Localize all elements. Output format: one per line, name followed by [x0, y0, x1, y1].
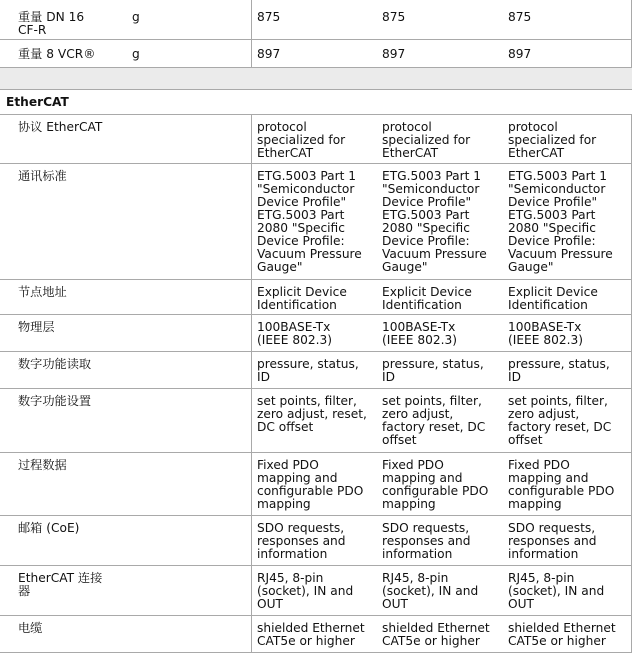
row-unit: g	[132, 47, 140, 61]
value-cell: 100BASE-Tx (IEEE 802.3)	[257, 320, 332, 347]
table-row	[0, 616, 632, 653]
table-row	[0, 280, 632, 315]
value-cell: 100BASE-Tx (IEEE 802.3)	[382, 320, 457, 347]
value-cell: ETG.5003 Part 1 "Semiconductor Device Profile" ETG.5003 Part 2080 "Specific Device Profile: Vacuum Pressure Gauge"	[382, 169, 487, 274]
row-label: 重量 8 VCR®	[18, 47, 96, 61]
section-spacer	[0, 68, 632, 90]
row-label: 通讯标准	[18, 169, 67, 183]
value-cell: 100BASE-Tx (IEEE 802.3)	[508, 320, 583, 347]
table-row	[0, 315, 632, 352]
value-cell: pressure, status, ID	[257, 357, 359, 384]
value-cell: ETG.5003 Part 1 "Semiconductor Device Profile" ETG.5003 Part 2080 "Specific Device Profile: Vacuum Pressure Gauge"	[508, 169, 613, 274]
value-cell: ETG.5003 Part 1 "Semiconductor Device Profile" ETG.5003 Part 2080 "Specific Device Profile: Vacuum Pressure Gauge"	[257, 169, 362, 274]
value-cell: protocol specialized for EtherCAT	[508, 120, 597, 160]
value-cell: 875	[508, 10, 532, 24]
value-cell: pressure, status, ID	[508, 357, 610, 384]
table-row	[0, 164, 632, 280]
value-cell: shielded Ethernet CAT5e or higher	[508, 621, 616, 648]
value-cell: SDO requests, responses and information	[257, 521, 346, 561]
column-divider	[631, 115, 632, 652]
table-row	[0, 115, 632, 164]
row-label: EtherCAT 连接 器	[18, 571, 103, 598]
value-cell: Explicit Device Identification	[257, 285, 347, 312]
value-cell: RJ45, 8-pin (socket), IN and OUT	[257, 571, 354, 611]
value-cell: Explicit Device Identification	[508, 285, 598, 312]
value-cell: 875	[382, 10, 406, 24]
value-cell: protocol specialized for EtherCAT	[257, 120, 346, 160]
row-label: 数字功能读取	[18, 357, 92, 371]
column-divider	[251, 0, 252, 67]
value-cell: shielded Ethernet CAT5e or higher	[382, 621, 490, 648]
row-unit: g	[132, 10, 140, 24]
value-cell: SDO requests, responses and information	[382, 521, 471, 561]
value-cell: Fixed PDO mapping and configurable PDO mapping	[382, 458, 489, 511]
table-row	[0, 566, 632, 616]
table-row	[0, 352, 632, 389]
value-cell: pressure, status, ID	[382, 357, 484, 384]
row-label: 过程数据	[18, 458, 67, 472]
value-cell: Fixed PDO mapping and configurable PDO mapping	[257, 458, 364, 511]
row-label: 物理层	[18, 320, 55, 334]
value-cell: 897	[382, 47, 406, 61]
table-row	[0, 453, 632, 516]
row-label: 电缆	[18, 621, 43, 635]
value-cell: 875	[257, 10, 281, 24]
table-row	[0, 516, 632, 566]
table-row	[0, 0, 632, 40]
value-cell: SDO requests, responses and information	[508, 521, 597, 561]
value-cell: set points, filter, zero adjust, factory reset, DC offset	[382, 394, 486, 447]
section-header-row	[0, 90, 632, 115]
row-label: 重量 DN 16 CF-R	[18, 10, 85, 37]
value-cell: 897	[508, 47, 532, 61]
row-label: 数字功能设置	[18, 394, 92, 408]
value-cell: Fixed PDO mapping and configurable PDO mapping	[508, 458, 615, 511]
value-cell: protocol specialized for EtherCAT	[382, 120, 471, 160]
value-cell: RJ45, 8-pin (socket), IN and OUT	[382, 571, 479, 611]
section-title: EtherCAT	[6, 95, 69, 109]
row-label: 协议 EtherCAT	[18, 120, 103, 134]
table-row	[0, 40, 632, 68]
column-divider	[251, 115, 252, 652]
column-divider	[631, 0, 632, 67]
value-cell: Explicit Device Identification	[382, 285, 472, 312]
row-label: 邮箱 (CoE)	[18, 521, 80, 535]
value-cell: 897	[257, 47, 281, 61]
value-cell: set points, filter, zero adjust, factory reset, DC offset	[508, 394, 612, 447]
table-row	[0, 389, 632, 453]
value-cell: RJ45, 8-pin (socket), IN and OUT	[508, 571, 605, 611]
row-label: 节点地址	[18, 285, 67, 299]
value-cell: shielded Ethernet CAT5e or higher	[257, 621, 365, 648]
value-cell: set points, filter, zero adjust, reset, DC offset	[257, 394, 367, 434]
